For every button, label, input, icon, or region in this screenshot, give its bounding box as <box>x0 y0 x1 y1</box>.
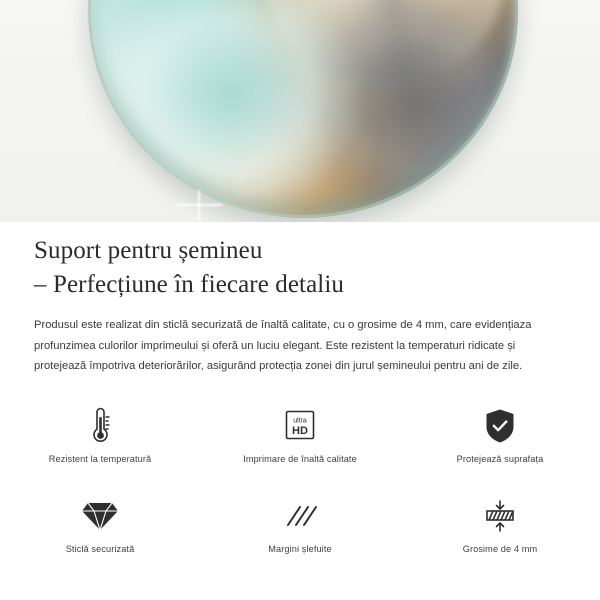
description-paragraph: Produsul este realizat din sticlă securizată de înaltă calitate, cu o grosime de 4 mm, care evidențiaza profunzimea culorilor imprimeului și oferă un luciu elegant. Este rezistent la temperaturi ridicate și protejează împotriva deteriorărilor, asigurând protecția zonei din jurul șemineului pentru ani de zile. <box>34 319 532 373</box>
feature-label: Protejează suprafața <box>456 454 544 464</box>
feature-item-tempered-glass <box>0 488 200 576</box>
feature-label: Margini șlefuite <box>268 544 332 554</box>
headline-line-2: – Perfecțiune în fiecare detaliu <box>34 270 344 298</box>
shield-check-icon <box>481 404 519 448</box>
feature-item-thickness <box>400 488 600 576</box>
thickness-icon <box>480 494 520 538</box>
diamond-icon <box>80 494 120 538</box>
feature-grid <box>0 398 600 576</box>
hero-image <box>0 0 600 222</box>
feature-label: Sticlă securizată <box>65 544 135 554</box>
headline-line-1: Suport pentru șemineu <box>34 237 263 264</box>
feature-label: Rezistent la temperatură <box>48 454 152 464</box>
feature-item-polished-edges <box>200 488 400 576</box>
feature-label: Imprimare de înaltă calitate <box>243 454 357 464</box>
feature-item-temperature <box>0 398 200 486</box>
page-title <box>0 222 600 301</box>
thermometer-icon <box>83 404 117 448</box>
marble-swirl-grey <box>312 3 510 193</box>
svg-text:ultra: ultra <box>293 417 307 425</box>
feature-label: Grosime de 4 mm <box>462 544 538 554</box>
ultra-hd-icon <box>280 404 320 448</box>
text-content <box>0 222 600 377</box>
feature-item-print-quality <box>200 398 400 486</box>
svg-text:HD: HD <box>292 425 308 437</box>
polished-edges-icon <box>280 494 320 538</box>
feature-item-surface-protection <box>400 398 600 486</box>
